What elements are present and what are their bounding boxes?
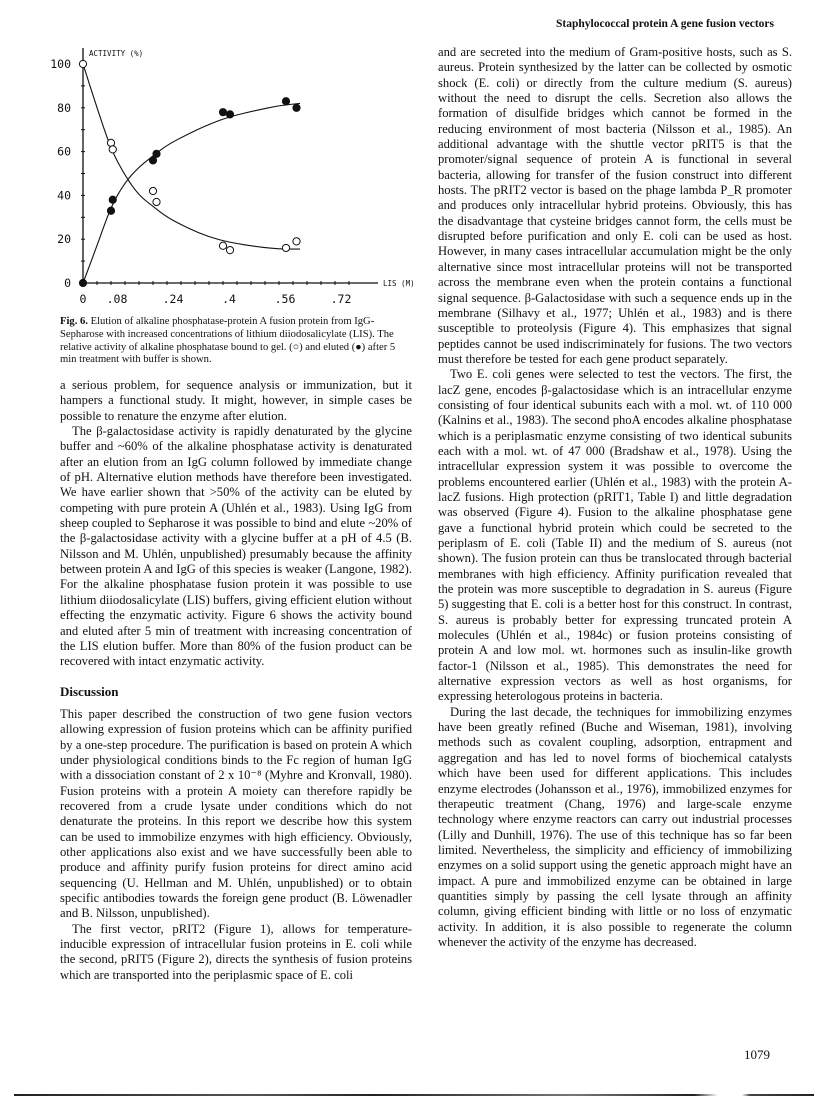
- y-tick-label: 100: [50, 57, 71, 71]
- fit-curve: [83, 64, 300, 249]
- open-circle-marker: [149, 187, 156, 194]
- figure-caption-text: Elution of alkaline phosphatase-protein A fusion protein from IgG-Sepharose with increased concentrations of lithium diiodosalicylate (LIS). The relative activity of alkaline phosphatase bound to gel. (○) and eluted (●) after 5 min treatment with buffer is shown.: [60, 316, 396, 366]
- x-tick-label: .72: [330, 292, 352, 306]
- open-circle-marker: [79, 60, 86, 67]
- paragraph: and are secreted into the medium of Gram-positive hosts, such as S. aureus. Protein synthesized by the latter can be collected by osmotic shock (E. coli) or directly from the culture medium (S. aureus) without the need to disrupt the cells. Secretion also allows the formation of disulfide bridges which cannot be formed in the reducing environment of most bacteria (Nilsson et al., 1985). An additional advantage with the shuttle vector pRIT5 is that the promoter/signal sequence of protein A is functional in several bacteria, allowing for transfer of the fusion construct into different hosts. The pRIT2 vector is based on the phage lambda P_R promoter and produces only intracellular hybrid proteins. Obviously, this has the disadvantage that cysteine bridges cannot form, the cells must be disrupted before purification and only E. coli can be used as host. However, in many cases intracellular accumulation might be the only alternative since most intracellular proteins will not be transported across the membrane even when the protein contains a functional signal sequence. β-Galactosidase with such a sequence ends up in the membrane (Silhavy et al., 1977; Uhlén et al., 1983) and is there susceptible to proteolysis (Figure 4). This emphasizes that signal peptides cannot be used indiscriminately for fusions. The two vectors must therefore be tested for each gene product separately.: [438, 45, 792, 366]
- section-heading-discussion: Discussion: [60, 683, 119, 699]
- filled-circle-marker: [109, 196, 116, 203]
- x-tick-label: .24: [162, 292, 184, 306]
- open-circle-marker: [109, 146, 116, 153]
- open-circle-marker: [293, 238, 300, 245]
- open-circle-marker: [153, 198, 160, 205]
- filled-circle-marker: [153, 150, 160, 157]
- paragraph: The first vector, pRIT2 (Figure 1), allows for temperature-inducible expression of intracellular fusion proteins in E. coli while the second, pRIT5 (Figure 2), directs the synthesis of fusion proteins which are transported into the periplasmic space of E. coli: [60, 921, 412, 982]
- open-circle-marker: [219, 242, 226, 249]
- running-head: Staphylococcal protein A gene fusion vectors: [556, 18, 774, 30]
- open-circle-marker: [226, 247, 233, 254]
- paragraph: During the last decade, the techniques for immobilizing enzymes have been greatly refined (Buche and Wiseman, 1981), involving methods such as covalent coupling, adsorption, entrapment and aggregation and has led to novel forms of biochemical catalysts which have been used for different applications. This includes enzyme electrodes (Johansson et al., 1976), immobilized enzymes for therapeutic treatment (Chang, 1976) and large-scale enzyme technology where enzyme reactors can carry out industrial processes (Lilly and Dunhill, 1976). The use of this technique has so far been limited. Nevertheless, the simplicity and efficiency of immobilizing enzymes on a solid support using the genetic approach might have an impact. A pure and immobilized enzyme can be obtained in large quantities simply by passing the cell lysate through an affinity column, giving efficient binding with little or no loss of enzymatic activity. In addition, it is also possible to regenerate the column whenever the activity of the enzyme has decreased.: [438, 704, 792, 949]
- fit-curve: [83, 103, 300, 283]
- filled-circle-marker: [149, 157, 156, 164]
- x-tick-label: .4: [222, 292, 236, 306]
- y-tick-label: 20: [57, 232, 71, 247]
- x-tick-label: 0: [79, 292, 87, 306]
- figure-6-chart: [50, 0, 430, 310]
- filled-circle-marker: [79, 279, 86, 286]
- filled-circle-marker: [107, 207, 114, 214]
- x-axis-label: LIS (M): [383, 279, 415, 288]
- x-tick-label: .08: [106, 292, 128, 306]
- filled-circle-marker: [219, 109, 226, 116]
- open-circle-marker: [107, 139, 114, 146]
- elution-chart: [50, 0, 430, 310]
- y-tick-label: 40: [57, 188, 71, 203]
- right-column: [438, 45, 792, 950]
- paragraph: This paper described the construction of two gene fusion vectors allowing expression of fusion proteins which can be affinity purified by a one-step procedure. The purification is based on protein A which under physiological conditions binds to the Fc region of human IgG with a dissociation constant of 2 x 10⁻⁸ (Myhre and Kronvall, 1980). Fusion proteins with a protein A moiety can therefore rapidly be recovered from a crude lysate under conditions which do not denaturate the proteins. In this report we describe how this system can be used to immobilize enzymes with high efficiency. Obviously, other applications also exist and we have successfully been able to produce and affinity purify fusion proteins for direct amino acid sequencing (U. Hellman and M. Uhlén, unpublished) or to obtain specific antibodies towards the foreign gene product (B. Löwenadler and B. Nilsson, unpublished).: [60, 706, 412, 921]
- figure-label: Fig. 6.: [60, 316, 88, 327]
- figure-caption: [60, 316, 412, 367]
- y-tick-label: 80: [57, 100, 71, 115]
- filled-circle-marker: [226, 111, 233, 118]
- y-tick-label: 60: [57, 144, 71, 159]
- y-axis-label: ACTIVITY (%): [89, 49, 144, 58]
- footer-rule: [14, 1094, 814, 1096]
- open-circle-marker: [282, 244, 289, 251]
- x-tick-label: .56: [274, 292, 296, 306]
- paragraph: Two E. coli genes were selected to test the vectors. The first, the lacZ gene, encodes β-galactosidase which is an intracellular enzyme consisting of four identical subunits each with a mol. wt. of 110 000 (Kalnins et al., 1983). The second phoA encodes alkaline phosphatase which is a periplasmatic enzyme consisting of two identical subunits each with a mol. wt. of 47 000 (Bradshaw et al., 1978). Using the intracellular expression system it was possible to overcome the problems encountered earlier (Uhlén et al., 1983) with the protein A-lacZ fusions. High protection (pRIT1, Table I) and little degradation was observed (Figure 4). Fusion to the alkaline phosphatase gene gave a functional hybrid protein which could be secreted to the periplasm of E. coli (Table II) and the medium of S. aureus (not shown). The fusion protein can thus be translocated through bacterial membranes with high efficiency. Affinity purification revealed that the protein was more susceptible to degradation in S. aureus (Figure 5) suggesting that E. coli is a better host for this construct. In contrast, S. aureus is probably better for expressing truncated protein A molecules (Uhlén et al., 1984c) or fusion proteins consisting of protein A and low mol. wt. hormones such as insulin-like growth factor-1 (Nilsson et al., 1985). This demonstrates the need for alternative expression vectors as well as host organisms, for expressing heterologous proteins in bacteria.: [438, 367, 792, 704]
- left-column: [60, 378, 412, 983]
- filled-circle-marker: [293, 104, 300, 111]
- page-number: 1079: [744, 1047, 770, 1062]
- paragraph: The β-galactosidase activity is rapidly denaturated by the glycine buffer and ~60% of the alkaline phosphatase activity is denaturated after an elution from an IgG column followed by immediate change of pH. Alternative elution methods have therefore been investigated. We have earlier shown that >50% of the activity can be eluted by competing with pure protein A (Uhlén et al., 1983). Using IgG from sheep coupled to Sepharose it was possible to bind and elute ~20% of the β-galactosidase activity with a glycine buffer at a pH of 4.5 (B. Nilsson and M. Uhlén, unpublished) presumably because the affinity between protein A and IgG of this species is weaker (Langone, 1982). For the alkaline phosphatase fusion protein it was possible to use lithium diiodosalicylate (LIS) buffers, giving efficient elution without effecting the enzymatic activity. Figure 6 shows the activity bound and eluted after 5 min of treatment with increasing concentration of the LIS elution buffer. More than 80% of the fusion product can be recovered with intact enzymatic activity.: [60, 424, 412, 669]
- filled-circle-marker: [282, 98, 289, 105]
- y-tick-label: 0: [64, 276, 71, 290]
- paragraph: a serious problem, for sequence analysis or immunization, but it hampers a functional study. It might, however, in simple cases be possible to renature the enzyme after elution.: [60, 378, 412, 423]
